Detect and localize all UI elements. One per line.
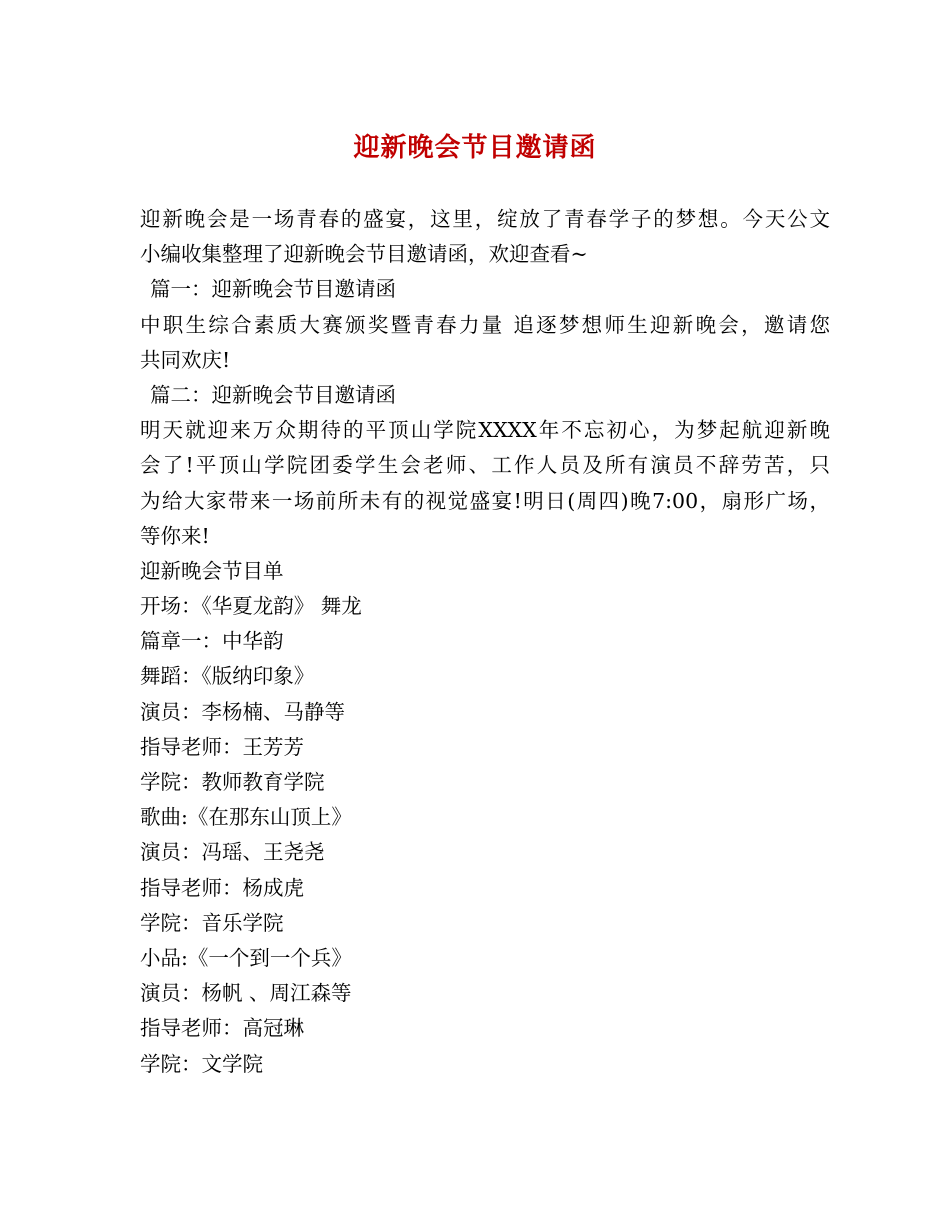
section-heading-2: 篇二：迎新晚会节目邀请函	[150, 382, 396, 407]
section-2-line-3: 为给大家带来一场前所未有的视觉盛宴!明日(周四)晚7:00，扇形广场，	[140, 488, 830, 513]
program-item: 指导老师：高冠琳	[140, 1016, 304, 1041]
program-item: 演员：杨帆 、周江森等	[140, 981, 352, 1006]
intro-line-2: 小编收集整理了迎新晚会节目邀请函，欢迎查看~	[140, 242, 588, 267]
program-item: 指导老师：杨成虎	[140, 875, 304, 900]
section-2-line-2: 会了!平顶山学院团委学生会老师、工作人员及所有演员不辞劳苦，只	[140, 453, 830, 478]
section-1-line-1: 中职生综合素质大赛颁奖暨青春力量 追逐梦想师生迎新晚会，邀请您	[140, 312, 830, 337]
intro-line-1: 迎新晚会是一场青春的盛宴，这里，绽放了青春学子的梦想。今天公文	[140, 207, 830, 231]
program-item: 歌曲:《在那东山顶上》	[140, 805, 352, 830]
document-title: 迎新晚会节目邀请函	[353, 133, 597, 163]
section-2-line-1: 明天就迎来万众期待的平顶山学院XXXX年不忘初心，为梦起航迎新晚	[140, 418, 830, 443]
section-2-line-4: 等你来!	[140, 523, 210, 548]
program-item: 学院：文学院	[140, 1051, 263, 1076]
program-item: 演员：冯瑶、王尧尧	[140, 840, 325, 865]
program-item: 指导老师：王芳芳	[140, 734, 304, 759]
section-heading-1: 篇一：迎新晚会节目邀请函	[150, 277, 396, 302]
program-item: 篇章一：中华韵	[140, 629, 284, 654]
program-item: 演员：李杨楠、马静等	[140, 699, 345, 724]
document-body	[140, 202, 830, 1082]
program-item: 舞蹈：《版纳印象》	[140, 664, 315, 689]
program-item: 学院：教师教育学院	[140, 770, 325, 794]
program-item: 小品:《一个到一个兵》	[140, 945, 352, 970]
section-1-line-2: 共同欢庆!	[140, 347, 231, 372]
program-item: 学院：音乐学院	[140, 910, 284, 935]
program-list-heading: 迎新晚会节目单	[140, 558, 284, 583]
program-item: 开场：《华夏龙韵》 舞龙	[140, 594, 362, 619]
